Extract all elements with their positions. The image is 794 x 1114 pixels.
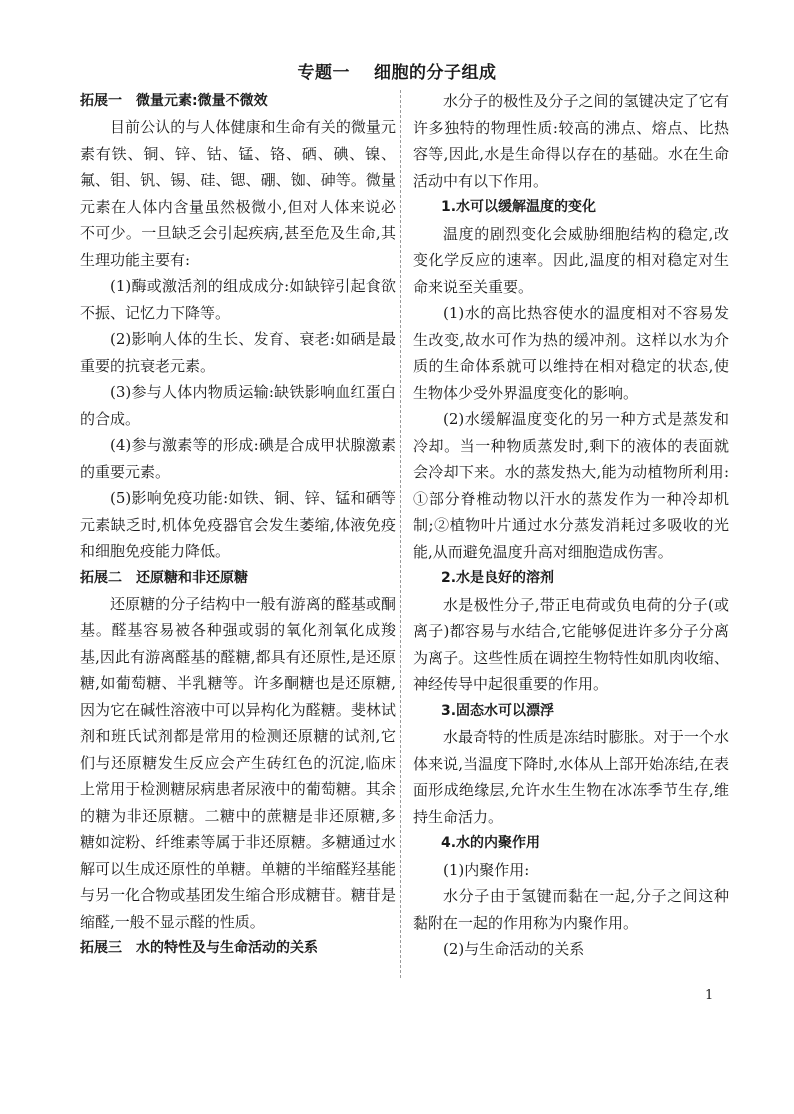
paragraph: (2)水缓解温度变化的另一种方式是蒸发和冷却。当一种物质蒸发时,剩下的液体的表面就会冷却下来。水的蒸发热大,能为动植物所利用:①部分脊椎动物以汗水的蒸发作为一种冷却机制;②植物叶片通过水分蒸发消耗过多吸收的光能,从而避免温度升高对细胞造成伤害。 — [413, 410, 729, 561]
heading-text: 还原糖和非还原糖 — [136, 569, 248, 586]
paragraph: (2)与生命活动的关系 — [443, 940, 585, 958]
paragraph: (5)影响免疫功能:如铁、铜、锌、锰和硒等元素缺乏时,机体免疫器官会发生萎缩,体液免疫和细胞免疫能力降低。 — [80, 489, 396, 560]
paragraph: (1)酶或激活剂的组成成分:如缺锌引起食欲不振、记忆力下降等。 — [80, 277, 396, 322]
page-number: 1 — [705, 988, 714, 1003]
paragraph: 水最奇特的性质是冻结时膨胀。对于一个水体来说,当温度下降时,水体从上部开始冻结,在表面形成绝缘层,允许水生生物在冰冻季节生存,维持生命活力。 — [413, 728, 729, 826]
subheading: 3.固态水可以漂浮 — [441, 702, 555, 719]
section-heading-2 — [80, 565, 396, 591]
paragraph: 水是极性分子,带正电荷或负电荷的分子(或离子)都容易与水结合,它能够促进许多分子分离为离子。这些性质在调控生物特性如肌肉收缩、神经传导中起很重要的作用。 — [413, 595, 729, 693]
heading-label: 拓展二 — [80, 569, 122, 586]
paragraph: 温度的剧烈变化会威胁细胞结构的稳定,改变化学反应的速率。因此,温度的相对稳定对生命来说至关重要。 — [413, 224, 729, 296]
heading-label: 拓展三 — [80, 940, 122, 956]
paragraph: (4)参与激素等的形成:碘是合成甲状腺激素的重要元素。 — [80, 436, 396, 481]
paragraph: (1)水的高比热容使水的温度相对不容易发生改变,故水可作为热的缓冲剂。这样以水为介质的生命体系就可以维持在相对稳定的状态,使生物体少受外界温度变化的影响。 — [413, 304, 729, 402]
heading-text: 水的特性及与生命活动的关系 — [136, 940, 318, 956]
paragraph: 还原糖的分子结构中一般有游离的醛基或酮基。醛基容易被各种强或弱的氧化剂氧化成羧基,因此有游离醛基的醛糖,都具有还原性,是还原糖,如葡萄糖、半乳糖等。许多酮糖也是还原糖,因为它在碱性溶液中可以异构化为醛糖。斐林试剂和班氏试剂都是常用的检测还原糖的试剂,它们与还原糖发生反应会产生砖红色的沉淀,临床上常用于检测糖尿病患者尿液中的葡萄糖。其余的糖为非还原糖。二糖中的蔗糖是非还原糖,多糖如淀粉、纤维素等属于非还原糖。多糖通过水解可以生成还原性的单糖。单糖的半缩醛羟基能与另一化合物或基团发生缩合形成糖苷。糖苷是缩醛,一般不显示醛的性质。 — [80, 594, 396, 931]
section-heading-1 — [80, 88, 396, 114]
subheading: 1.水可以缓解温度的变化 — [441, 199, 597, 215]
paragraph: (1)内聚作用: — [443, 860, 530, 879]
paragraph: (3)参与人体内物质运输:缺铁影响血红蛋白的合成。 — [80, 383, 396, 428]
section-heading-3 — [80, 935, 396, 961]
subheading: 4.水的内聚作用 — [441, 835, 541, 851]
page-title — [0, 58, 794, 83]
title-topic: 专题一 — [297, 63, 350, 83]
heading-label: 拓展一 — [80, 93, 122, 109]
subheading: 2.水是良好的溶剂 — [441, 570, 555, 586]
title-subject: 细胞的分子组成 — [374, 63, 497, 83]
paragraph: 水分子的极性及分子之间的氢键决定了它有许多独特的物理性质:较高的沸点、熔点、比热容等,因此,水是生命得以存在的基础。水在生命活动中有以下作用。 — [413, 92, 729, 190]
paragraph: 目前公认的与人体健康和生命有关的微量元素有铁、铜、锌、钴、锰、铬、硒、碘、镍、氟、钼、钒、锡、硅、锶、硼、铷、砷等。微量元素在人体内含量虽然极微小,但对人体来说必不可少。一旦缺乏会引起疾病,甚至危及生命,其生理功能主要有: — [80, 118, 396, 269]
column-divider — [400, 90, 401, 978]
left-column — [80, 88, 396, 961]
paragraph: 水分子由于氢键而黏在一起,分子之间这种黏附在一起的作用称为内聚作用。 — [413, 887, 729, 932]
paragraph: (2)影响人体的生长、发育、衰老:如硒是最重要的抗衰老元素。 — [80, 330, 396, 375]
heading-text: 微量元素:微量不微效 — [136, 93, 268, 109]
right-column — [413, 88, 729, 963]
